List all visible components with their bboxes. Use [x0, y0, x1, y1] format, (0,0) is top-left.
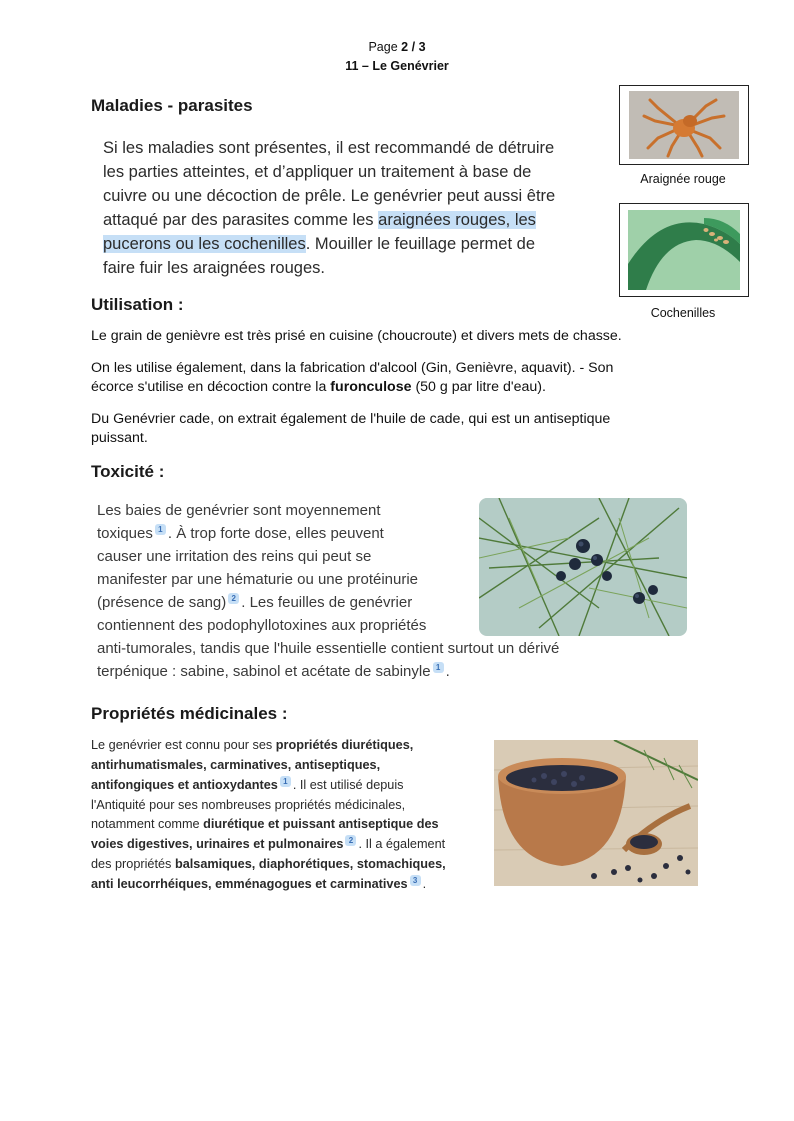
cochenilles-photo: [619, 203, 749, 297]
toxicite-paragraph: Les baies de genévrier sont moyennement toxiques 1 . À trop forte dose, elles peuvent causer une irritation des reins qui peut se manifester par une hématurie ou une protéinurie (présence de sang) 2 . Les feuilles de genévrier contiennent des podophyllotoxines aux propriétés anti-tumorales, tandis que l'huile essentielle contient surtout un dérivé terpénique : sabine, sabinol et acétate de sabinyle 1 .: [97, 502, 560, 680]
page-number: Page 2 / 3: [368, 40, 426, 54]
reference-badge: 3: [410, 875, 421, 886]
spider-photo: [619, 85, 749, 165]
section-heading-maladies: Maladies - parasites: [91, 96, 253, 115]
cochenilles-caption: Cochenilles: [650, 306, 716, 320]
juniper-branch-photo: [479, 498, 687, 636]
proprietes-paragraph: Le genévrier est connu pour ses propriétés diurétiques, antirhumatismales, carminatives, antiseptiques, antifongiques et antioxydantes 1 . Il est utilisé depuis l'Antiquité pour ses nombreuses propriétés médicinales, notamment comme diurétique et puissant antiseptique des voies digestives, urinaires et pulmonaires 2 . Il a également des propriétés balsamiques, diaphorétiques, stomachiques, anti leucorrhéiques, emménagogues et carminatives 3 .: [91, 738, 446, 892]
reference-badge: 2: [345, 835, 356, 846]
reference-badge: 1: [433, 662, 444, 673]
spider-caption: Araignée rouge: [640, 172, 726, 186]
section-heading-utilisation: Utilisation :: [91, 295, 184, 314]
maladies-paragraph: Si les maladies sont présentes, il est recommandé de détruire les parties atteintes, et d’appliquer un traitement à base de cuivre ou une décoction de prêle. Le genévrier peut aussi être attaqué par des parasites comme les araignées rouges, les pucerons ou les cochenilles. Mouiller le feuillage permet de faire fuir les araignées rouges.: [103, 139, 556, 277]
utilisation-p2: On les utilise également, dans la fabrication d'alcool (Gin, Genièvre, aquavit). - Son écorce s'utilise en décoction contre la furonculose (50 g par litre d'eau).: [91, 360, 614, 395]
reference-badge: 1: [155, 524, 166, 535]
highlighted-text: araignées rouges, les: [378, 211, 536, 229]
reference-badge: 2: [228, 593, 239, 604]
juniper-berries-bowl-photo: [494, 740, 698, 886]
utilisation-p3: Du Genévrier cade, on extrait également de l'huile de cade, qui est un antiseptique puissant.: [91, 411, 611, 446]
utilisation-p1: Le grain de genièvre est très prisé en cuisine (choucroute) et divers mets de chasse.: [91, 328, 622, 344]
reference-badge: 1: [280, 776, 291, 787]
highlighted-text: pucerons ou les cochenilles: [103, 235, 306, 253]
section-heading-proprietes: Propriétés médicinales :: [91, 704, 288, 723]
document-title: 11 – Le Genévrier: [345, 59, 449, 73]
section-heading-toxicite: Toxicité :: [91, 462, 165, 481]
